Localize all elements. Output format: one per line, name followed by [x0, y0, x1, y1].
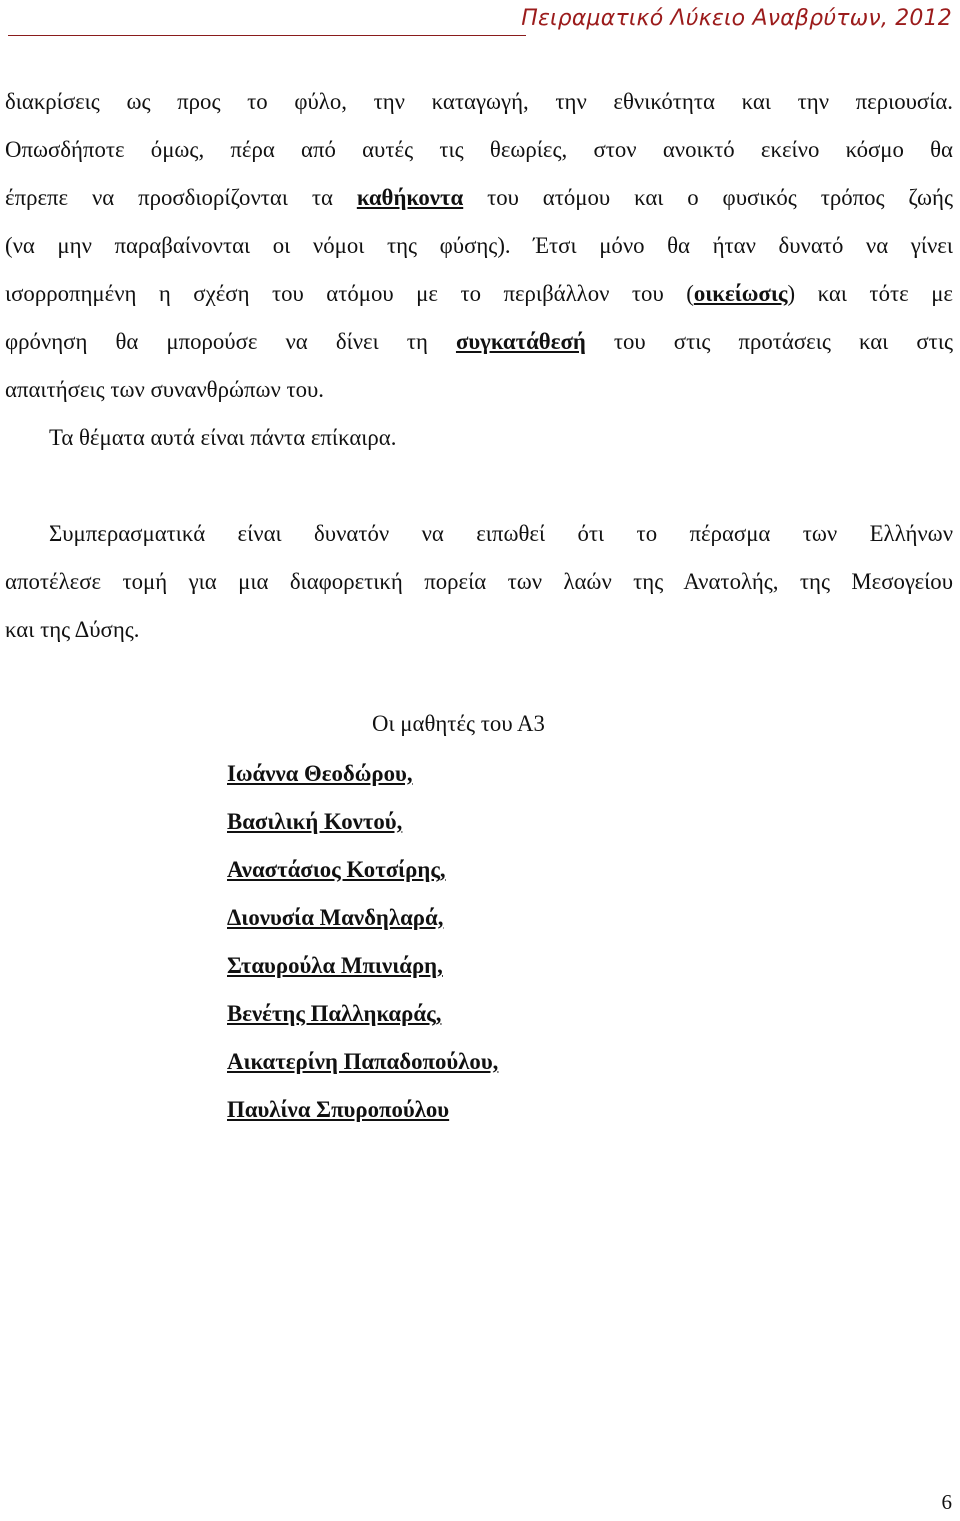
text-run: ) και τότε με	[787, 281, 953, 306]
paragraph-1-line-4: (να μην παραβαίνονται οι νόμοι της φύσης). Έτσι μόνο θα ήταν δυνατό να γίνει	[5, 233, 953, 258]
term-synkatathesi: συγκατάθεσή	[455, 329, 586, 354]
paragraph-3-line-3: και της Δύσης.	[5, 617, 140, 642]
header-rule	[8, 35, 526, 36]
paragraph-1-line-3	[5, 174, 953, 222]
student-name: Παυλίνα Σπυροπούλου	[227, 1097, 450, 1122]
text-run: φρόνηση θα μπορούσε να δίνει τη	[5, 329, 456, 354]
paragraph-1-line-2: Οπωσδήποτε όμως, πέρα από αυτές τις θεωρίες, στον ανοικτό εκείνο κόσμο θα	[5, 137, 953, 162]
student-name: Αικατερίνη Παπαδοπούλου,	[227, 1049, 499, 1074]
text-run: έπρεπε να προσδιορίζονται τα	[5, 185, 357, 210]
class-attribution: Οι μαθητές του Α3	[372, 711, 545, 736]
paragraph-3-line-2: αποτέλεσε τομή για μια διαφορετική πορεία των λαών της Ανατολής, της Μεσογείου	[5, 569, 953, 594]
paragraph-1-line-6	[5, 318, 953, 366]
paragraph-3	[5, 510, 953, 654]
student-name: Βασιλική Κοντού,	[227, 809, 403, 834]
paragraph-1-line-7: απαιτήσεις των συνανθρώπων του.	[5, 377, 325, 402]
student-name: Ιωάννα Θεοδώρου,	[227, 761, 413, 786]
student-name: Βενέτης Παλληκαράς,	[227, 1001, 442, 1026]
paragraph-1-line-5	[5, 270, 953, 318]
student-name: Σταυρούλα Μπινιάρη,	[227, 953, 443, 978]
text-run: του στις προτάσεις και στις	[585, 329, 953, 354]
page-header	[0, 4, 960, 40]
student-list	[227, 750, 498, 1134]
student-name: Αναστάσιος Κοτσίρης,	[227, 857, 446, 882]
term-oikeiosis: οικείωσις	[693, 281, 788, 306]
page-number: 6	[941, 1490, 952, 1514]
paragraph-2: Τα θέματα αυτά είναι πάντα επίκαιρα.	[49, 425, 397, 450]
paragraph-1-line-1: διακρίσεις ως προς το φύλο, την καταγωγή, την εθνικότητα και την περιουσία.	[5, 89, 953, 114]
paragraph-3-line-1: Συμπερασματικά είναι δυνατόν να ειπωθεί ότι το πέρασμα των Ελλήνων	[49, 521, 953, 546]
term-kathikonta: καθήκοντα	[356, 185, 464, 210]
paragraph-1	[5, 78, 953, 462]
text-run: ισορροπημένη η σχέση του ατόμου με το περιβάλλον του (	[5, 281, 694, 306]
student-name: Διονυσία Μανδηλαρά,	[227, 905, 444, 930]
text-run: του ατόμου και ο φυσικός τρόπος ζωής	[463, 185, 953, 210]
header-title: Πειραματικό Λύκειο Αναβρύτων, 2012	[521, 6, 952, 31]
